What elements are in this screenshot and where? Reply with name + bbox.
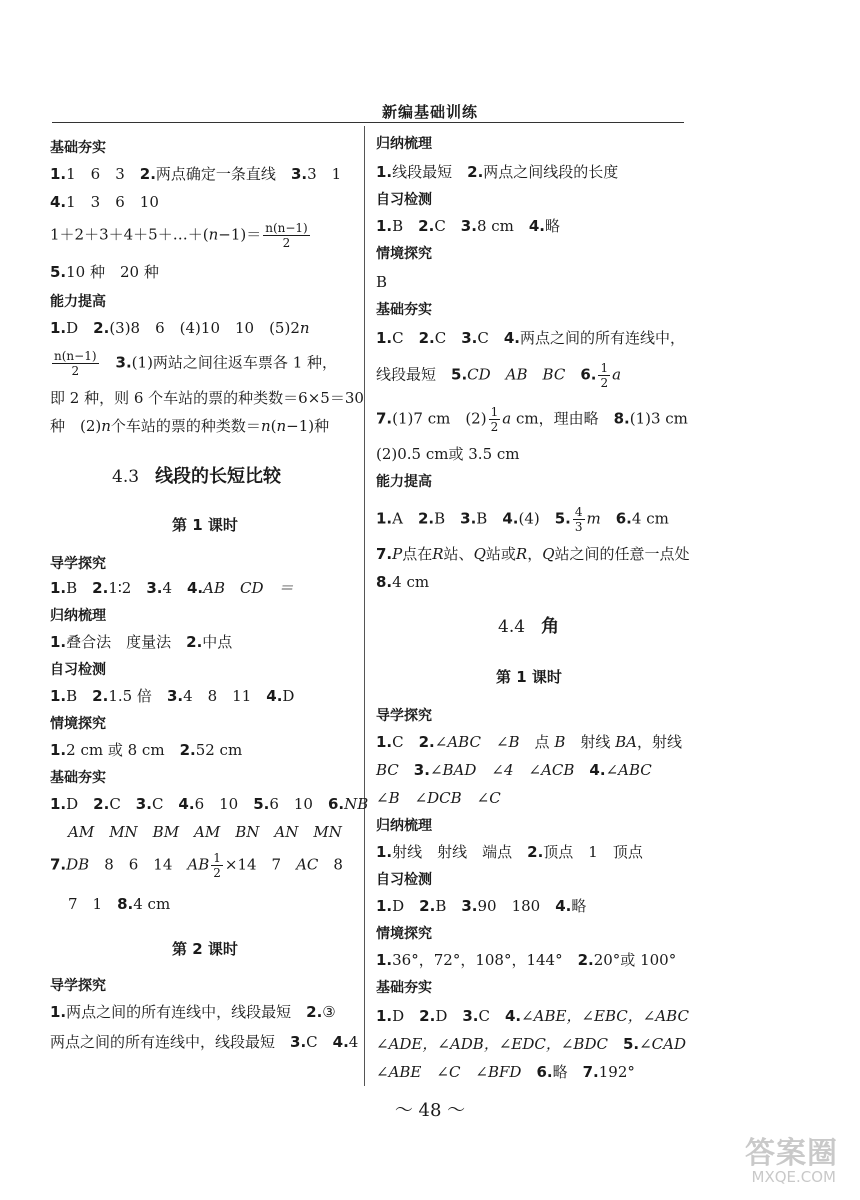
- lesson-title: 第 1 课时: [172, 516, 238, 534]
- heading-guina-r: 归纳梳理: [376, 136, 432, 152]
- running-header: 新编基础训练: [381, 103, 478, 121]
- heading-guina: 归纳梳理: [50, 608, 106, 624]
- heading-jichu-1: 基础夯实: [50, 140, 106, 156]
- heading-jichu-2: 基础夯实: [50, 770, 106, 786]
- answer-line: 1.射线 射线 端点 2.顶点 1 顶点: [376, 843, 643, 861]
- column-divider: [364, 126, 365, 1086]
- answer-line: 1.D 2.(3)8 6 (4)10 10 (5)2n: [50, 319, 310, 337]
- answer-line: AM MN BM AM BN AN MN: [68, 823, 342, 841]
- answer-line: 即 2 种，则 6 个车站的票的种类数＝6×5＝30: [50, 389, 364, 407]
- answer-line: 1.36°，72°，108°，144° 2.20°或 100°: [376, 951, 677, 969]
- fraction: $\frac{n(n-1)}{2}$: [54, 349, 97, 378]
- answer-line: 1.D 2.C 3.C 4.6 10 5.6 10 6.NB: [50, 795, 369, 813]
- fraction: $\frac{n(n-1)}{2}$: [265, 221, 308, 250]
- answer-line: 1.B 2.1∶2 3.4 4.AB CD ＝: [50, 579, 294, 597]
- fraction: $\frac{1}{2}$: [600, 361, 609, 390]
- answer-line: 7 1 8.4 cm: [68, 895, 171, 913]
- heading-qingjing-r: 情境探究: [376, 246, 432, 262]
- section-title: 4.3 线段的长短比较: [112, 466, 282, 487]
- watermark-logo: 答案圈: [745, 1136, 838, 1171]
- answer-line: 1.D 2.D 3.C 4.∠ABE，∠EBC，∠ABC: [376, 1007, 689, 1025]
- answer-line: 1.B 2.1.5 倍 3.4 8 11 4.D: [50, 687, 295, 705]
- answer-line: 7.(1)7 cm (2) $\frac{1}{2}$ a cm，理由略 8.(1)3 cm: [376, 405, 688, 434]
- answer-line: 8.4 cm: [376, 573, 430, 591]
- heading-qingjing-r2: 情境探究: [376, 926, 432, 942]
- answer-line: 种 (2)n个车站的票的种类数＝n(n−1)种: [50, 417, 330, 435]
- answer-line: 5.10 种 20 种: [50, 263, 159, 281]
- heading-guina-r2: 归纳梳理: [376, 818, 432, 834]
- answer-line: 1.两点之间的所有连线中，线段最短 2.③: [50, 1003, 336, 1021]
- heading-daoxue-r: 导学探究: [376, 708, 432, 724]
- heading-zixi-r: 自习检测: [376, 192, 432, 208]
- answer-line: 7.P点在R站、Q站或R，Q站之间的任意一点处: [376, 545, 690, 563]
- answer-line: B: [376, 273, 388, 291]
- heading-jichu-r2: 基础夯实: [376, 980, 432, 996]
- answer-line: 1.A 2.B 3.B 4.(4) 5. $\frac{4}{3}$ m 6.4 cm: [376, 505, 669, 534]
- answer-line: 4.1 3 6 10: [50, 193, 159, 211]
- heading-daoxue-2: 导学探究: [50, 978, 106, 994]
- answer-line: 1.C 2.C 3.C 4.两点之间的所有连线中，: [376, 329, 686, 347]
- header-rule: [52, 122, 684, 123]
- fraction: $\frac{1}{2}$: [213, 851, 221, 880]
- answer-line: 线段最短 5.CD AB BC 6. $\frac{1}{2}$ a: [376, 361, 622, 390]
- answer-line: 1.线段最短 2.两点之间线段的长度: [376, 163, 619, 181]
- answer-line: (2)0.5 cm或 3.5 cm: [376, 445, 520, 463]
- answer-line: 1.2 cm 或 8 cm 2.52 cm: [50, 741, 243, 759]
- answer-line: 1.B 2.C 3.8 cm 4.略: [376, 217, 561, 235]
- answer-line: 1.叠合法 度量法 2.中点: [50, 633, 233, 651]
- answer-line: ∠ABE ∠C ∠BFD 6.略 7.192°: [376, 1063, 635, 1081]
- lesson-title: 第 1 课时: [496, 668, 562, 686]
- answer-line: 1.D 2.B 3.90 180 4.略: [376, 897, 587, 915]
- answer-line: 两点之间的所有连线中，线段最短 3.C 4.4: [50, 1033, 359, 1051]
- fraction: $\frac{4}{3}$: [574, 505, 583, 534]
- lesson-title: 第 2 课时: [172, 940, 238, 958]
- formula-line: 1＋2＋3＋4＋5＋…＋(n−1)＝ $\frac{n(n-1)}{2}$: [50, 221, 308, 250]
- watermark-url: MXQE.COM: [751, 1168, 836, 1186]
- page-number: ～ 48 ～: [394, 1100, 466, 1121]
- answer-line: 7.DB 8 6 14 AB $\frac{1}{2}$ ×14 7 AC 8: [50, 851, 343, 880]
- answer-line: $\frac{n(n-1)}{2}$ 3.(1)两站之间往返车票各 1 种，: [54, 349, 338, 378]
- answer-line: ∠B ∠DCB ∠C: [376, 789, 501, 807]
- answer-line: ∠ADE，∠ADB，∠EDC，∠BDC 5.∠CAD: [376, 1035, 687, 1053]
- fraction: $\frac{1}{2}$: [490, 405, 499, 434]
- heading-nengli-r: 能力提高: [376, 474, 432, 490]
- answer-line: 1.C 2.∠ABC ∠B 点 B 射线 BA，射线: [376, 733, 683, 751]
- heading-zixi-r2: 自习检测: [376, 872, 432, 888]
- answer-line: BC 3.∠BAD ∠4 ∠ACB 4.∠ABC: [376, 761, 652, 779]
- heading-nengli-1: 能力提高: [50, 294, 106, 310]
- section-title: 4.4 角: [498, 616, 560, 637]
- heading-qingjing: 情境探究: [50, 716, 106, 732]
- answer-line: 1.1 6 3 2.两点确定一条直线 3.3 1: [50, 165, 342, 183]
- heading-daoxue: 导学探究: [50, 556, 106, 572]
- heading-zixi: 自习检测: [50, 662, 106, 678]
- heading-jichu-r: 基础夯实: [376, 302, 432, 318]
